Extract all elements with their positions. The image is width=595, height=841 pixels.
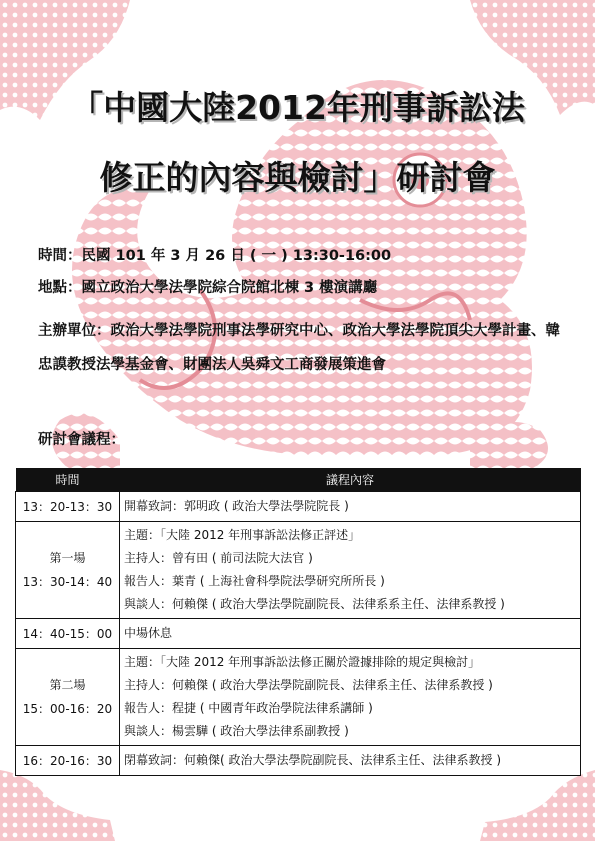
event-place: [38, 278, 568, 298]
agenda-row-closing: [16, 746, 581, 776]
row-time: 13：20-13：30: [16, 492, 120, 522]
row-time: 14：40-15：00: [16, 619, 120, 649]
content-line: 與談人：何賴傑 ( 政治大學法學院副院長、法律系系主任、法律系教授 ): [124, 597, 505, 611]
title-line-2: 修正的內容與檢討」研討會: [99, 158, 496, 197]
row-content: [120, 649, 581, 746]
title-line-1: 「中國大陸2012年刑事訴訟法: [70, 88, 525, 127]
time-value: 民國 101 年 3 月 26 日 ( 一 ) 13:30-16:00: [81, 248, 392, 264]
row-time: [16, 522, 120, 619]
agenda-row-break: [16, 619, 581, 649]
header-content: 議程內容: [120, 468, 581, 492]
row-content: [120, 492, 581, 522]
content-line: 報告人：程捷 ( 中國青年政治學院法律系講師 ): [124, 701, 373, 715]
place-label: 地點：: [38, 280, 82, 296]
agenda-header-row: [16, 468, 581, 492]
place-value: 國立政治大學法學院綜合院館北棟 3 樓演講廳: [81, 280, 378, 296]
content-line: 主持人：曾有田 ( 前司法院大法官 ): [124, 551, 313, 565]
row-content: [120, 746, 581, 776]
row-time: 16：20-16：30: [16, 746, 120, 776]
agenda-row-session-2: [16, 649, 581, 746]
content-line: 中場休息: [124, 626, 173, 640]
session-time: 13：30-14：40: [22, 575, 113, 589]
session-name: 第二場: [49, 678, 86, 692]
content-line: 與談人：楊雲驊 ( 政治大學法律系副教授 ): [124, 724, 349, 738]
time-label: 時間：: [38, 248, 82, 264]
agenda-heading: 研討會議程：: [38, 432, 125, 448]
agenda-table: [15, 468, 581, 776]
header-time: 時間: [16, 468, 120, 492]
event-time: [38, 246, 568, 266]
session-time: 15：00-16：20: [22, 702, 113, 716]
organizer-label: 主辦單位：: [38, 323, 111, 339]
content-line: 開幕致詞：郭明政 ( 政治大學法學院院長 ): [124, 499, 349, 513]
event-organizer: [38, 314, 568, 382]
agenda-row-session-1: [16, 522, 581, 619]
content-line: 主題：「大陸 2012 年刑事訴訟法修正評述」: [124, 528, 361, 542]
row-content: [120, 522, 581, 619]
session-name: 第一場: [49, 551, 86, 565]
row-content: [120, 619, 581, 649]
row-time: [16, 649, 120, 746]
organizer-value: 政治大學法學院刑事法學研究中心、政治大學法學院頂尖大學計畫、韓忠謨教授法學基金會、財團法人吳舜文工商發展策進會: [38, 323, 560, 373]
corner-ornament-bottom-right: [480, 770, 595, 841]
corner-ornament-bottom-left: [0, 770, 115, 841]
dragon-silhouette: [52, 80, 548, 470]
agenda-row-opening: [16, 492, 581, 522]
content-line: 報告人：葉青 ( 上海社會科學院法學研究所所長 ): [124, 574, 385, 588]
content-line: 主題：「大陸 2012 年刑事訴訟法修正關於證據排除的規定與檢討」: [124, 655, 481, 669]
content-line: 閉幕致詞：何賴傑( 政治大學法學院副院長、法律系主任、法律系教授 ): [124, 753, 501, 767]
content-line: 主持人：何賴傑 ( 政治大學法學院副院長、法律系主任、法律系教授 ): [124, 678, 493, 692]
